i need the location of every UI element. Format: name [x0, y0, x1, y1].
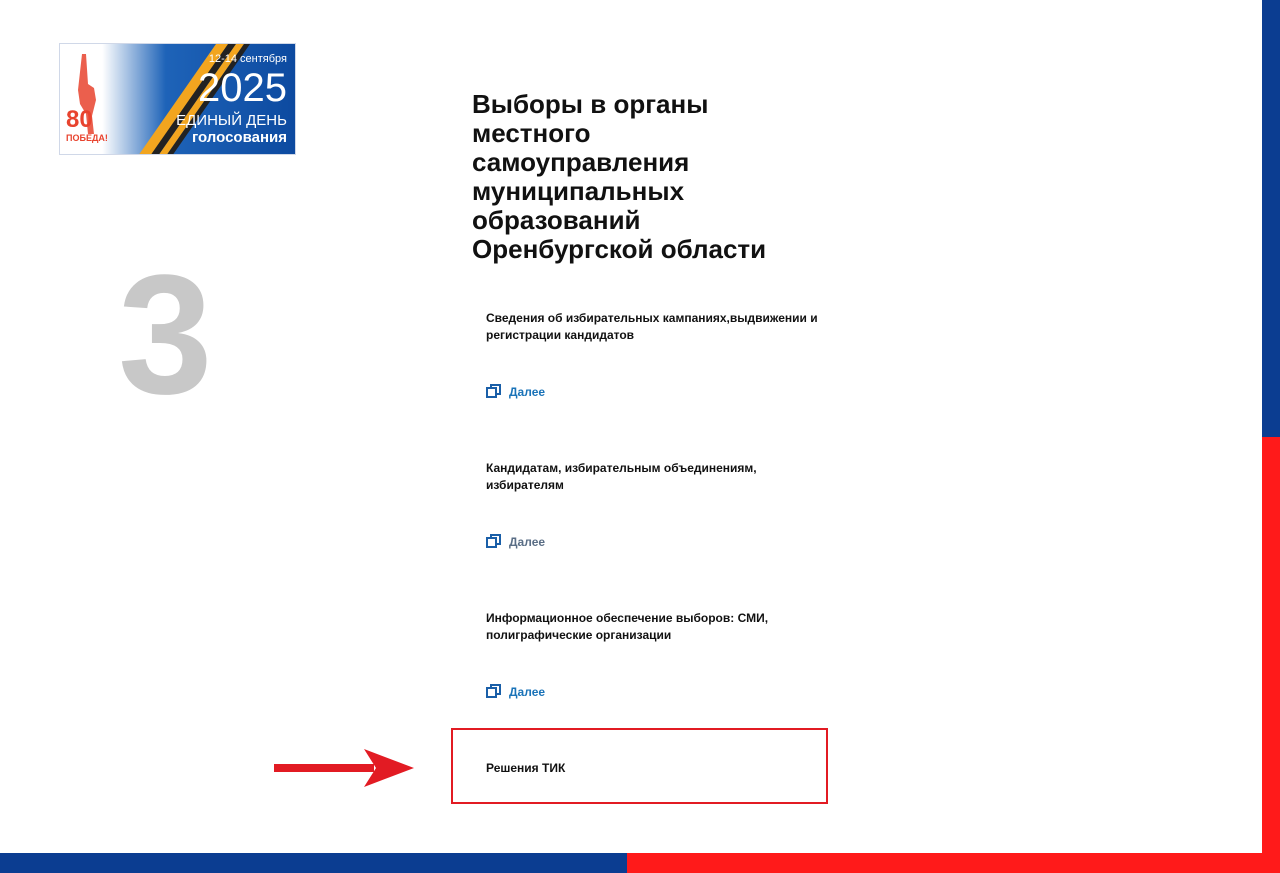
right-blue-bar: [1262, 0, 1280, 437]
section-media: [486, 610, 826, 699]
logo-dates: 12-14 сентября: [208, 53, 287, 65]
bottom-red-bar: [627, 853, 1280, 873]
more-link-label: Далее: [509, 384, 546, 399]
more-link[interactable]: [486, 384, 545, 399]
step-number: 3: [118, 240, 213, 430]
logo-pobeda: ПОБЕДА!: [66, 133, 108, 143]
right-red-bar: [1262, 437, 1280, 873]
section-campaign-info: [486, 310, 826, 399]
more-link[interactable]: [486, 684, 545, 699]
copy-icon: [486, 534, 501, 549]
election-day-logo: [59, 43, 296, 155]
section-heading: Кандидатам, избирательным объединениям, избирателям: [486, 461, 757, 492]
section-candidates: [486, 460, 826, 549]
bottom-blue-bar: [0, 853, 627, 873]
copy-icon: [486, 684, 501, 699]
tik-decisions-heading: Решения ТИК: [486, 761, 566, 775]
copy-icon: [486, 384, 501, 399]
page-title: Выборы в органы местного самоуправления муниципальных образований Оренбургской области: [472, 89, 767, 264]
more-link[interactable]: [486, 534, 545, 549]
logo-voting: голосования: [191, 129, 287, 146]
logo-eighty: 80: [66, 106, 93, 133]
section-heading: Сведения об избирательных кампаниях,выдвижении и регистрации кандидатов: [486, 311, 818, 342]
tik-decisions-highlight[interactable]: [451, 728, 828, 804]
logo-year: 2025: [198, 66, 287, 110]
more-link-label: Далее: [509, 534, 546, 549]
more-link-label: Далее: [509, 684, 546, 699]
arrow-right-icon: [272, 745, 417, 791]
section-heading: Информационное обеспечение выборов: СМИ, полиграфические организации: [486, 611, 769, 642]
logo-single-day: ЕДИНЫЙ ДЕНЬ: [176, 112, 287, 129]
